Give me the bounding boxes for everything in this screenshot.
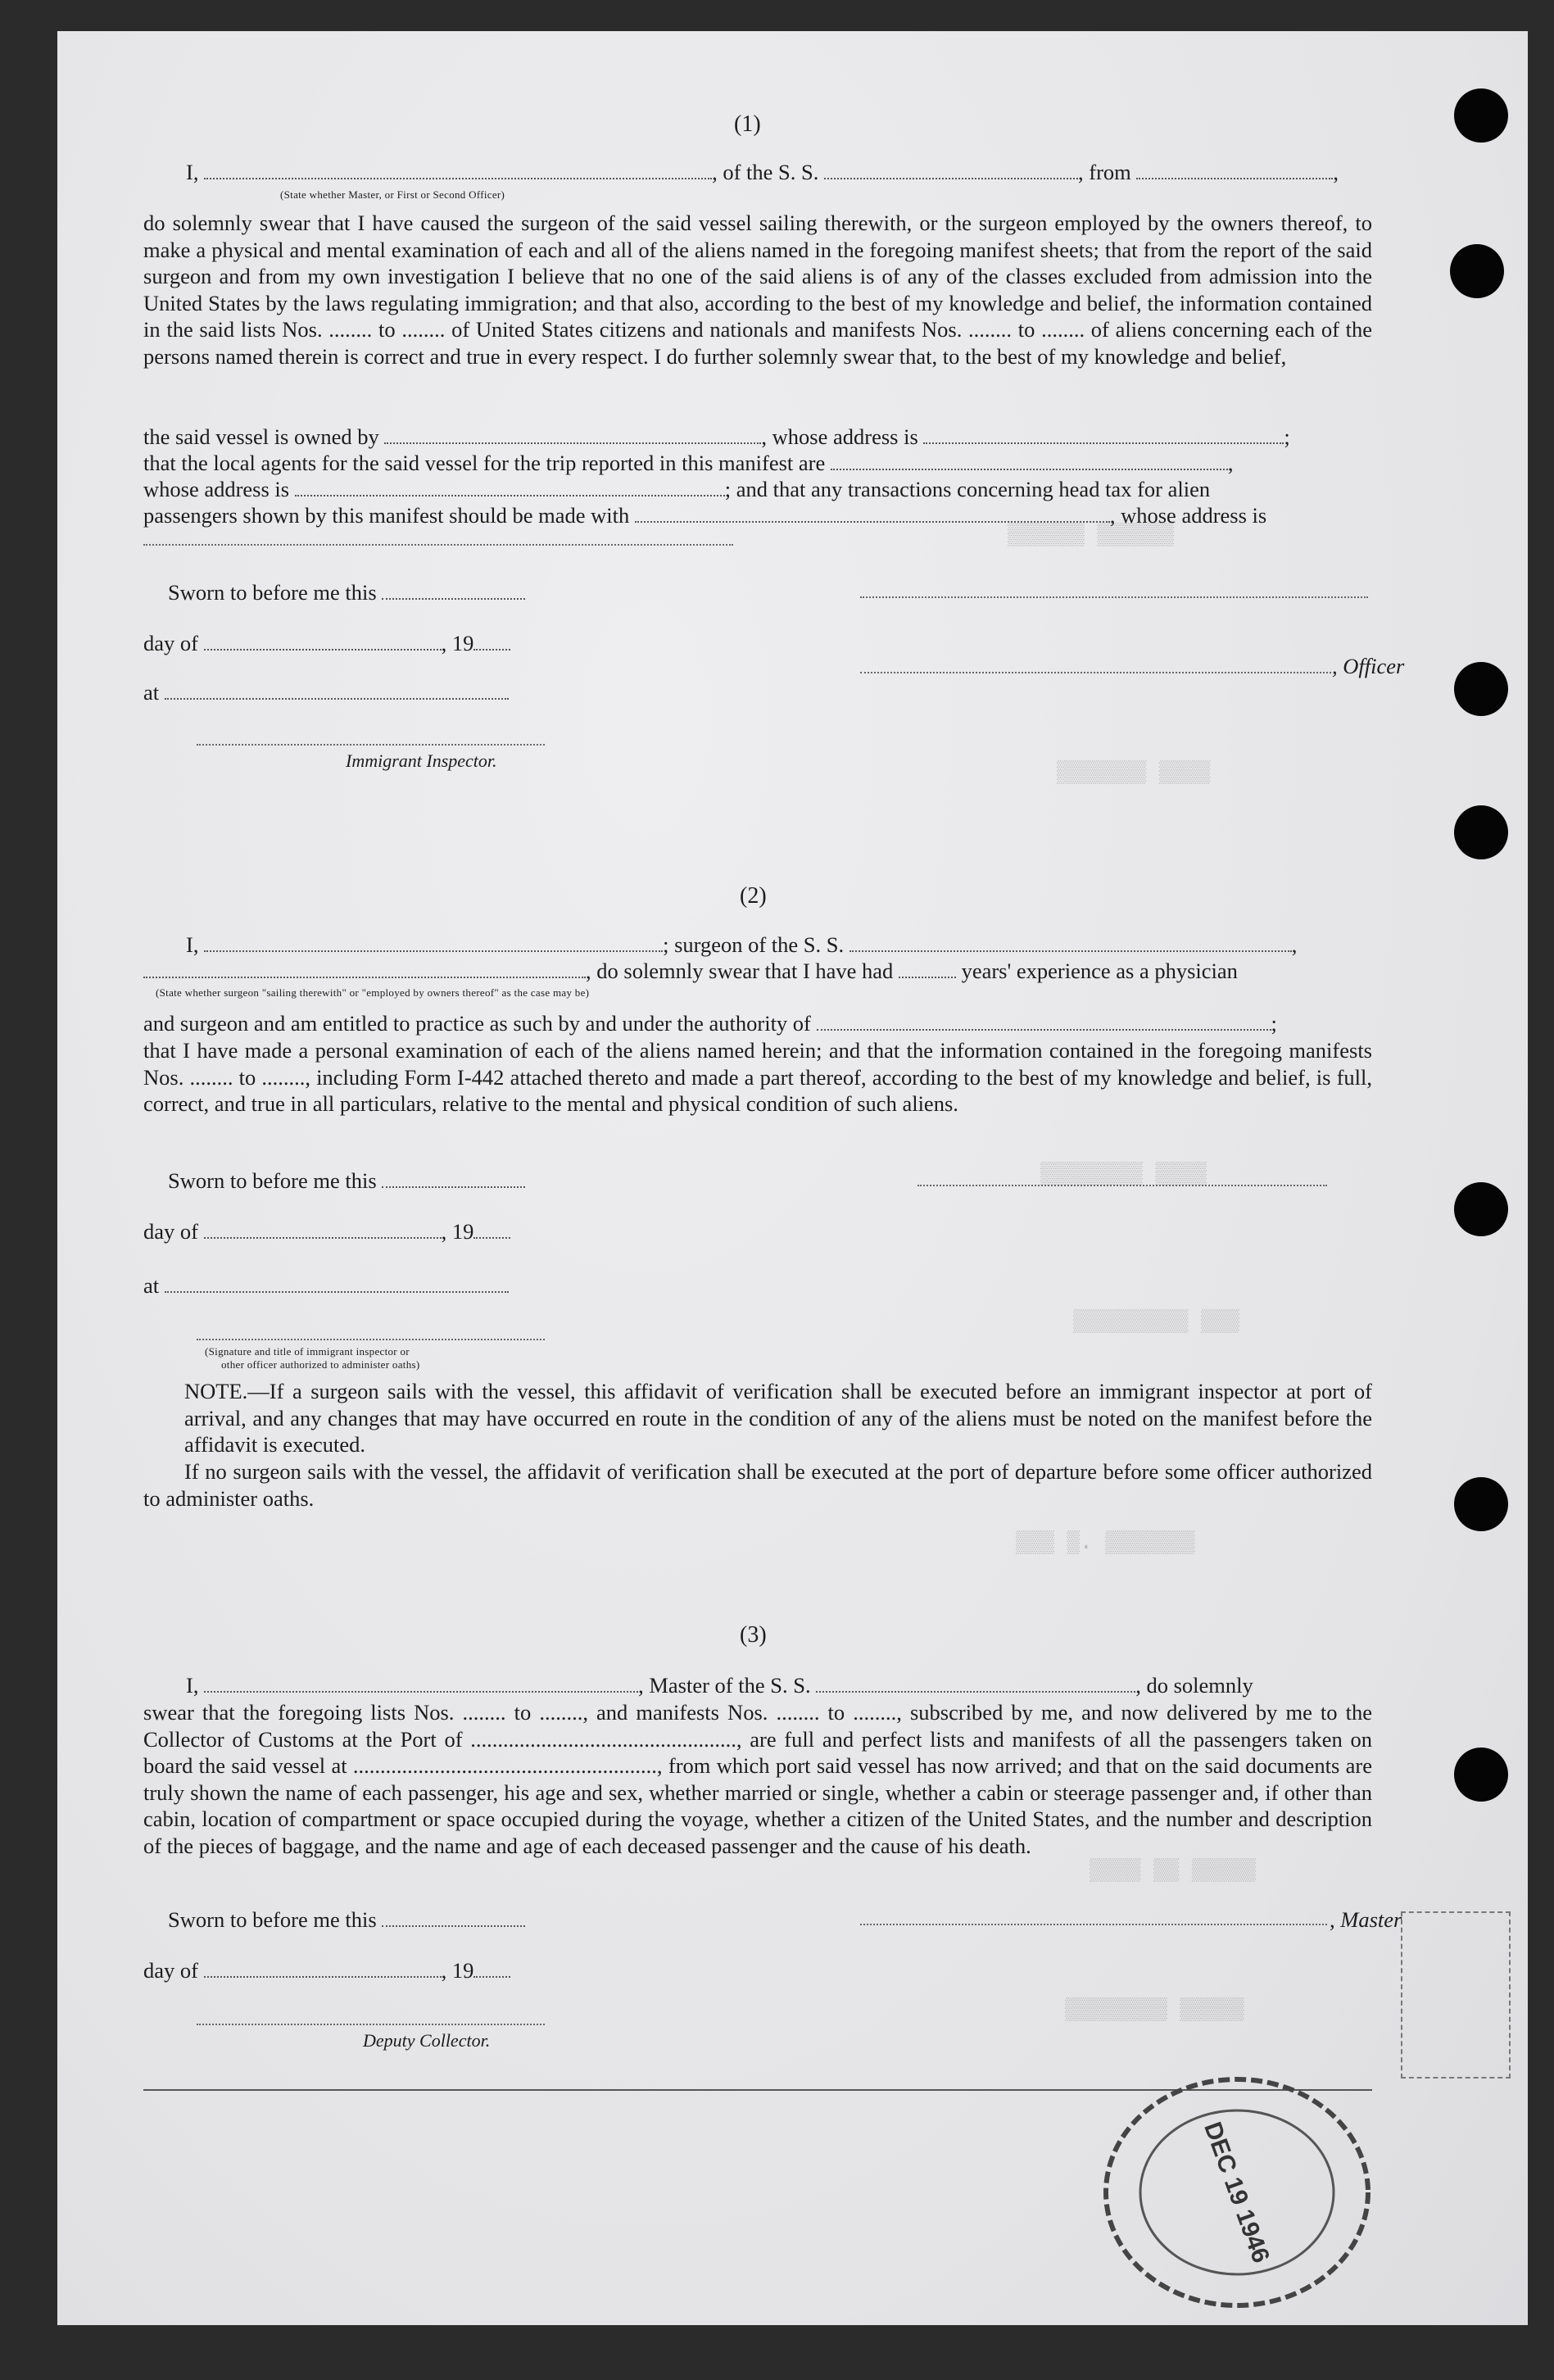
binder-hole [1454,662,1508,716]
sworn-day-field [382,582,525,600]
from-label: , from [1078,160,1131,184]
experience-label: , do solemnly swear that I have had [586,959,894,983]
line-end: ; [1284,424,1290,449]
officer-sign-rule [860,672,1331,673]
owner-address-label: , whose address is [761,424,918,449]
bleed-through-text: ▒▒▒▒▒▒▒▒ ▒▒▒▒▒ [1065,1997,1244,2022]
from-port-field [1136,161,1333,179]
address-continuation-field [143,544,733,546]
sworn-line [168,1168,525,1194]
bleed-through-text: ▒▒▒▒▒▒▒▒▒ ▒▒▒ [1073,1309,1239,1334]
master-vessel-field [816,1675,1135,1693]
day-of-line [143,1958,510,1983]
contact-address-label: , whose address is [1109,503,1267,528]
binder-hole [1454,1182,1508,1236]
inspector-sign-rule [197,744,545,746]
binder-hole [1454,88,1508,143]
sworn-label: Sworn to before me this [168,1168,377,1193]
owned-line [143,424,1290,450]
surgeon-i-label: I, [186,932,199,957]
master-i-label: I, [186,1673,199,1698]
sworn-day-field [382,1909,525,1927]
agents-label: that the local agents for the said vessel for the trip reported in this manifest are [143,451,826,475]
year-field [473,1960,510,1978]
note-paragraph-2: If no surgeon sails with the vessel, the affidavit of verification shall be executed at the port of departure before some officer authorized to administer oaths. [143,1459,1372,1511]
owner-address-field [923,426,1284,444]
month-field [204,632,442,651]
line-end: , [1291,932,1298,957]
binder-hole [1454,1477,1508,1531]
master-name-field [204,1675,638,1693]
note-paragraph: NOTE.—If a surgeon sails with the vessel, this affidavit of verification shall be executed before an immigrant inspector at port of arrival, and any changes that may have occurred en route in the condition of any of the aliens must be noted on the manifest before the affidavit is executed. [184,1379,1372,1457]
day-of-label: day of [143,1958,198,1983]
surgeon-of-label: ; surgeon of the S. S. [663,932,845,957]
sworn-line [168,580,525,605]
year-field [473,1221,510,1239]
section2-body: that I have made a personal examination of each of the aliens named herein; and that the information contained in the foregoing manifests Nos. ........ to ........, including Form I-442 attached thereto and made a part thereof, according to the best of my knowledge and belief, is full, correct, and true in all particulars, relative to the mental and physical condition of such aliens. [143,1038,1372,1117]
binder-hole [1454,1748,1508,1802]
bleed-through-text: ▒▒▒▒▒▒▒ ▒▒▒▒ [1057,760,1211,785]
officer-i-label: I, [186,160,199,184]
at-line [143,680,509,705]
line-end: , [1227,451,1234,475]
surgeon-note: (State whether surgeon "sailing therewith" or "employed by owners thereof" as the case may be) [156,986,590,999]
years-field [899,960,956,978]
head-tax-label: ; and that any transactions concerning head tax for alien [724,477,1211,501]
month-field [204,1960,442,1978]
collector-sign-rule [197,2024,545,2025]
solemnly-label: , do solemnly [1135,1673,1253,1698]
whose-line [143,477,1210,502]
month-field [204,1221,442,1239]
owner-field [384,426,761,444]
sworn-label: Sworn to before me this [168,1907,377,1932]
at-place-field [165,1275,509,1293]
at-place-field [165,682,509,700]
binder-hole [1454,805,1508,859]
year-label: , 19 [441,631,474,655]
bleed-through-text: ▒▒▒▒▒▒▒▒ ▒▒▒▒ [1040,1162,1207,1186]
at-label: at [143,1273,160,1298]
day-of-label: day of [143,631,198,655]
passengers-line [143,503,1266,528]
authority-field [817,1013,1271,1031]
manifest-page [57,31,1528,2325]
agents-field [831,452,1228,470]
surgeon-experience-line [143,959,1238,984]
years-label: years' experience as a physician [961,959,1238,983]
owned-label: the said vessel is owned by [143,424,379,449]
at-label: at [143,680,160,705]
master-sign-rule [860,1924,1327,1925]
surgeon-vessel-field [849,934,1292,952]
section-number: (3) [740,1622,767,1648]
section3-body: swear that the foregoing lists Nos. ........ to ........, and manifests Nos. ........ to ........, subscribed by me, and now delivered by me to the Collector of Customs at the Port of ................................................., are full and perfect lists and manifests of all the passengers taken on board the said vessel at ........................................................, from which port said vessel has now arrived; and that on the said documents are truly shown the name of each passenger, his age and sex, whether married or single, whether a cabin or steerage passenger and, if other than cabin, location of compartment or space occupied during the voyage, whether a citizen of the United States, and the number and description of the pieces of baggage, and the name and age of each deceased passenger and the cause of his death. [143,1700,1372,1858]
inspector-label: Immigrant Inspector. [346,750,497,771]
section1-body: do solemnly swear that I have caused the surgeon of the said vessel sailing therewith, or the surgeon employed by the owners thereof, to make a physical and mental examination of each and all of the aliens named in the foregoing manifest sheets; that from the report of the said surgeon and from my own investigation I believe that no one of the said aliens is of any of the classes excluded from admission into the United States by the laws regulating immigration; and that also, according to the best of my knowledge and belief, the information contained in the said lists Nos. ........ to ........ of United States citizens and nationals and manifests Nos. ........ to ........ of aliens concerning each of the persons named therein is correct and true in every respect. I do further solemnly swear that, to the best of my knowledge and belief, [143,211,1372,369]
signature-rule [197,1339,545,1340]
agents-line [143,451,1234,476]
bleed-through-text: ▒▒▒▒▒▒ ▒▒▒▒▒▒ [1008,523,1174,547]
authority-label: and surgeon and am entitled to practice as such by and under the authority of [143,1011,811,1036]
date-stamp [1098,2069,1376,2315]
surgeon-name-field [204,934,663,952]
master-of-label: , Master of the S. S. [638,1673,811,1698]
binder-hole [1450,244,1504,298]
master-label: , Master [1330,1907,1402,1932]
line-end: , [1333,160,1339,184]
margin-stamp-box [1401,1911,1511,2079]
head-tax-contact-field [635,505,1110,523]
whose-label: whose address is [143,477,290,501]
sworn-day-field [382,1170,525,1188]
bleed-through-text: ▒▒▒ ▒. ▒▒▒▒▒▒▒ [1016,1530,1195,1555]
officer-line [186,160,1339,185]
surgeon-capacity-field [143,960,586,978]
officer-label: , Officer [1332,654,1405,678]
officer-signature-field [860,596,1368,598]
officer-note: (State whether Master, or First or Second Officer) [280,188,505,201]
agents-address-field [295,478,725,496]
day-of-line [143,631,510,656]
authority-line [143,1011,1277,1036]
surgeon-line [186,932,1297,958]
stamp-date: DEC 19 1946 [1198,2118,1275,2267]
officer-name-field [204,161,712,179]
vessel-name-field [824,161,1078,179]
sworn-label: Sworn to before me this [168,580,377,605]
surgeon-signature-field [917,1185,1327,1186]
master-line [186,1673,1253,1698]
day-of-line [143,1219,510,1244]
section-number: (2) [740,883,767,909]
year-field [473,632,510,651]
sworn-line [168,1907,525,1933]
signature-note: (Signature and title of immigrant inspector or [205,1345,410,1358]
at-line [143,1273,509,1299]
collector-label: Deputy Collector. [363,2030,491,2051]
line-end: ; [1271,1011,1277,1036]
passengers-label: passengers shown by this manifest should be made with [143,503,630,528]
year-label: , 19 [441,1958,474,1983]
of-ss-label: , of the S. S. [712,160,819,184]
day-of-label: day of [143,1219,198,1244]
section-number: (1) [734,111,761,137]
year-label: , 19 [441,1219,474,1244]
signature-note: other officer authorized to administer oaths) [221,1358,420,1371]
bleed-through-text: ▒▒▒▒ ▒▒ ▒▒▒▒▒ [1090,1858,1256,1883]
